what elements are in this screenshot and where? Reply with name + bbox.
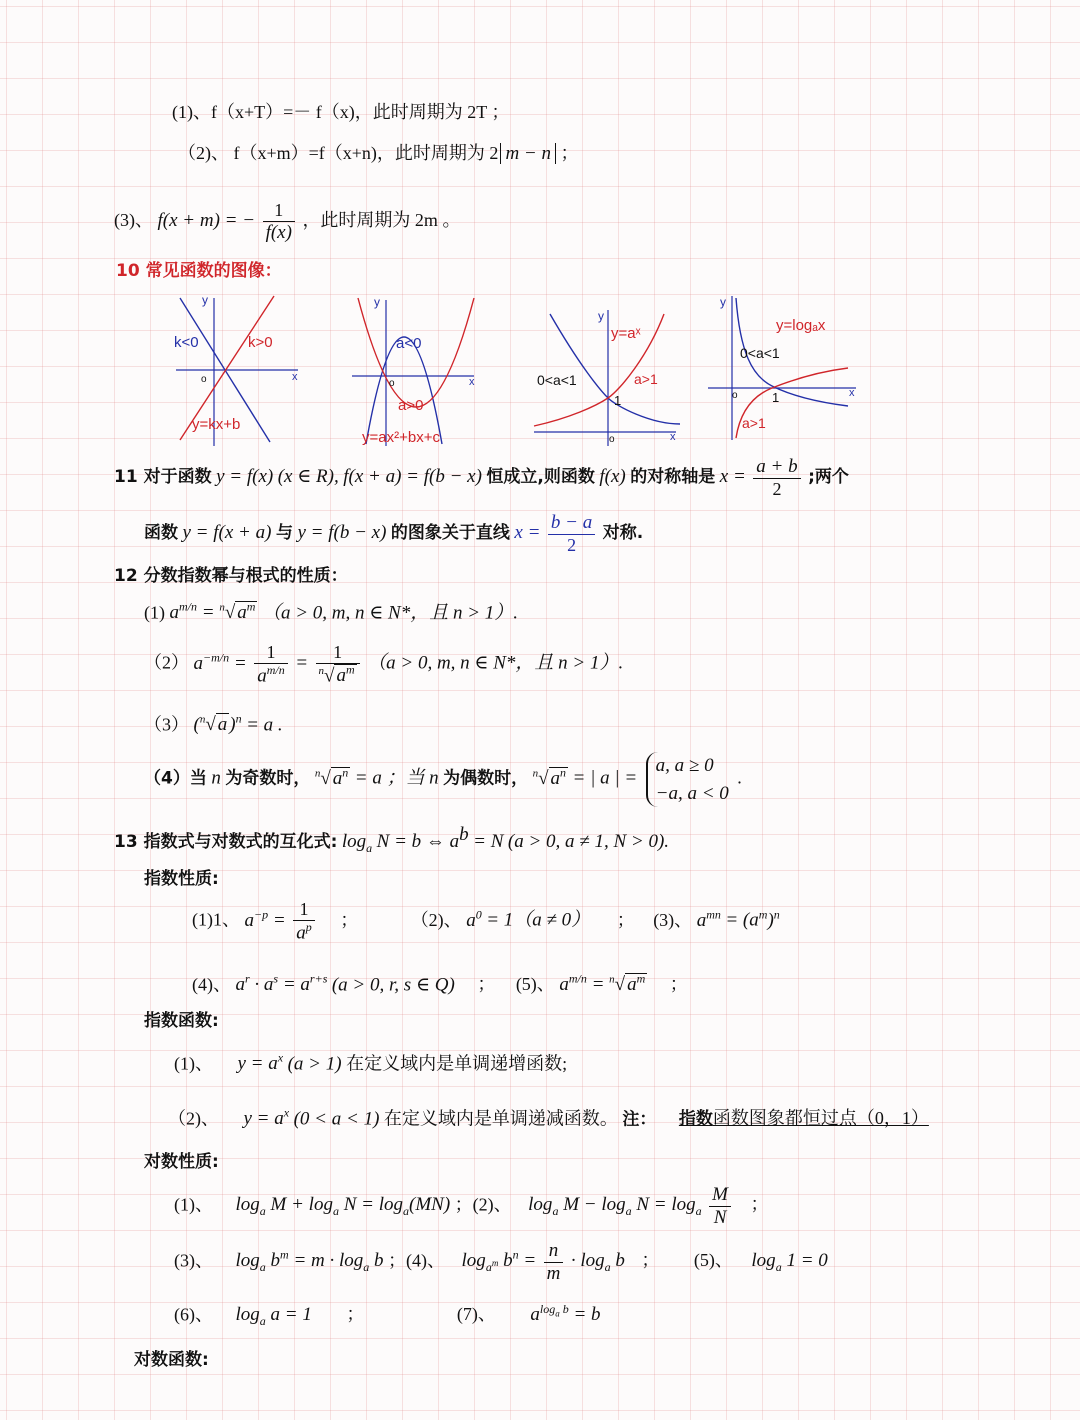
section-11-text-6: 的图象关于直线 [390, 522, 510, 543]
root-property-4-text-3: = a ；当 [354, 767, 425, 789]
graph-exponential-y-label: y [598, 309, 604, 323]
exponent-properties-row-1: (1)1、 $a^{-p}$ = $\frac{1}{a^p}$ ； （2)、 $a^0 = 1(a \ne 0)$ ； (3)、 $a^{mn} = (a^m)^n$ [192, 899, 780, 944]
log-properties-row-2: (3)、 $\log_a b^m = m \cdot \log_a b$ ；(4)、 $\log_{a^m} b^n$ = $\frac{n}{m}$ · $\log_a b$ ； (5)、 $\log_a 1 = 0$ [174, 1240, 828, 1284]
section-11-text-5: 与 [275, 522, 293, 543]
math-fbx: y = f(b − x) [297, 521, 387, 543]
period-item-2-text: （2)、 f（x+m）=f（x+n)，此时周期为 2 [178, 143, 499, 163]
section-11-heading: 11 对于函数 [114, 466, 212, 487]
exp-function-2: （2)、 $y = a^x$ (0 < a < 1) 在定义域内是单调递减函数。 注： 指数函数图象都恒过点（0，1） [168, 1106, 929, 1130]
graph-linear [170, 290, 310, 450]
exponent-properties-row-2: (4)、 $a^r \cdot a^s = a^{r+s}$ (a > 0, r, s ∈ Q) ； (5)、 $a^{m/n} = ^n√$ $a^m$ ； [192, 972, 688, 996]
exp-function-note-bold: 指数 [678, 1109, 713, 1130]
exp-prop-5-sep: ； [669, 974, 688, 995]
graph-logarithm-big-label: a>1 [742, 415, 766, 431]
exponent-properties-title: 指数性质: [144, 869, 219, 889]
root-property-3: （3） ($^n$√ a )$^n$ = a . [144, 712, 283, 736]
root-property-4-abs: = | a | = [572, 767, 638, 789]
axis-fraction [753, 456, 800, 500]
period-item-2 [178, 143, 578, 166]
log-prop-1-label: (1)、 [174, 1194, 213, 1215]
root-property-3-result: = a . [246, 714, 283, 736]
log-prop-3-label: (3)、 [174, 1250, 213, 1271]
log-prop-7-label: (7)、 [456, 1304, 496, 1325]
exp-function-2-label: （2)、 [168, 1108, 219, 1129]
log-prop-4-label: ；(4)、 [388, 1250, 446, 1271]
exp-function-1-text: 在定义域内是单调递增函数; [346, 1053, 568, 1074]
section-13-line-1: 13 指数式与对数式的互化式: $\log_a N = b$ ⇔ $a^b = N$ (a > 0, a ≠ 1, N > 0). [114, 824, 670, 855]
math-domain: (x ∈ R), [277, 465, 339, 487]
math-fxa: y = f(x + a) [182, 521, 272, 543]
root-property-1: (1) $a^{m/n} = ^n√$ $a^m$ （a > 0, m, n ∈ N*，且 n > 1）. [144, 600, 519, 624]
case-1: a, a ≥ 0 [655, 755, 714, 776]
exp-function-2-text: 在定义域内是单调递减函数。 [383, 1108, 618, 1129]
graph-exponential-big-label: a>1 [634, 371, 658, 387]
log-prop-6-sep: ； [346, 1304, 365, 1325]
log-prop-6-label: (6)、 [174, 1304, 213, 1325]
log-prop-2-fraction: $\frac{M}{N}$ [709, 1184, 731, 1229]
fraction-denominator: 2 [772, 478, 782, 499]
exp-prop-3-formula: = (a [725, 909, 759, 931]
graph-quadratic-upward [358, 298, 474, 407]
exp-prop-1-fraction: $\frac{1}{a^p}$ [293, 899, 315, 944]
exp-prop-5-label: (5)、 [515, 974, 555, 995]
exp-prop-2-formula: = 1（a ≠ 0） [486, 909, 591, 931]
exp-prop-2-label: （2)、 [410, 909, 462, 930]
graph-logarithm-x-label: x [849, 387, 855, 399]
graph-logarithm [706, 292, 862, 442]
log-prop-2-end: ； [750, 1194, 769, 1215]
log-prop-4-sep: ； [641, 1250, 660, 1271]
exp-function-note-text: 函数图象都恒过点（0，1） [712, 1108, 929, 1129]
graph-quadratic-aneg-label: a<0 [396, 335, 422, 352]
exp-function-1: (1)、 $y = a^x$ (a > 1) 在定义域内是单调递增函数; [174, 1051, 568, 1075]
section-12-title: 12 分数指数幂与根式的性质： [114, 566, 348, 586]
log-exp-condition: (a > 0, a ≠ 1, N > 0). [507, 831, 670, 852]
root-property-4: （4）当 n 为奇数时， $^n$√ $a^n = a$ ；当 n 为偶数时， $^n$√ $a^n$ = | a | = a, a ≥ 0 −a, a < 0 . [144, 752, 742, 807]
section-11-line-2 [144, 512, 643, 556]
graph-linear-kneg-label: k<0 [174, 334, 199, 351]
period-item-3-lhs: f(x + m) = − [157, 209, 256, 231]
section-13-title: 13 指数式与对数式的互化式: [114, 832, 338, 852]
period-item-2-end: ； [560, 143, 579, 163]
root-property-4-text-2: 为奇数时， [225, 768, 311, 789]
graph-linear-origin: o [201, 374, 207, 385]
exponential-function-title: 指数函数: [144, 1011, 219, 1031]
exp-function-note-label: 注： [622, 1109, 657, 1130]
exp-function-2-condition: (0 < a < 1) [293, 1108, 380, 1130]
exp-prop-1-label: (1)1、 [192, 909, 240, 930]
graph-quadratic-equation: y=ax²+bx+c [362, 429, 440, 446]
graph-quadratic [348, 290, 488, 450]
exp-function-1-label: (1)、 [174, 1053, 213, 1074]
log-exp-equals-n: = N [473, 831, 504, 852]
period-item-3 [114, 200, 460, 244]
graph-logarithm-small-label: 0<a<1 [740, 345, 780, 361]
graph-exponential-equation: y=aˣ [611, 325, 641, 342]
graph-quadratic-x-label: x [469, 376, 475, 388]
root-property-2-condition: （a > 0, m, n ∈ N*，且 n > 1）. [367, 652, 624, 674]
math-fx-2: f(x) [599, 465, 626, 487]
root-property-3-label: （3） [144, 714, 189, 735]
log-prop-4-fraction: $\frac{n}{m}$ [544, 1240, 564, 1285]
period-abs-value: m − n [500, 143, 556, 164]
graph-quadratic-apos-label: a>0 [398, 397, 424, 414]
root-property-2-frac-1: $\frac{1}{a^{m/n}}$ [254, 642, 288, 687]
fraction-denominator: 2 [567, 534, 577, 555]
exp-prop-4-label: (4)、 [192, 974, 231, 995]
case-2: −a, a < 0 [655, 782, 729, 804]
math-x-equals: x = [719, 465, 746, 487]
graph-quadratic-downward [366, 337, 442, 444]
exp-prop-1-sep: ； [340, 909, 359, 930]
graph-logarithm-one-label: 1 [772, 390, 780, 405]
exp-function-note [679, 1108, 929, 1128]
log-properties-row-1: (1)、 $\log_a M + \log_a N = \log_a(MN)$ ；(2)、 $\log_a M - \log_a N = \log_a$ $\frac{M}{N}$ ； [174, 1184, 769, 1228]
graph-linear-kpos-label: k>0 [248, 334, 273, 351]
math-n-2: n [429, 767, 439, 789]
math-n: n [211, 767, 221, 789]
graph-exponential-origin: o [609, 434, 615, 445]
period-item-3-label: (3)、 [114, 209, 153, 230]
fraction-numerator: 1 [263, 200, 295, 222]
section-11-line-1 [114, 456, 849, 500]
graph-exponential-one-label: 1 [614, 393, 622, 408]
graph-logarithm-y-label: y [720, 295, 726, 309]
graph-exponential-x-label: x [670, 431, 676, 443]
graph-quadratic-y-label: y [374, 295, 380, 309]
period-item-3-text: ，此时周期为 2m 。 [302, 209, 461, 230]
math-x-equals-blue: x = [514, 521, 541, 543]
fraction-numerator: b − a [548, 512, 595, 535]
graph-logarithm-origin: o [732, 390, 738, 401]
root-property-1-label: (1) [144, 602, 165, 623]
root-property-2-frac-2: $\frac{1}{^n√ a^m}$ [316, 642, 360, 687]
log-function-title: 对数函数: [134, 1350, 209, 1370]
section-11-text-2: 的对称轴是 [630, 466, 716, 487]
section-11-text-7: 对称. [602, 522, 644, 543]
graph-logarithm-equation: y=logₐx [776, 317, 826, 334]
fraction-numerator: a + b [753, 456, 800, 479]
graph-exponential [530, 306, 680, 448]
section-10-title: 10 常见函数的图像： [116, 261, 282, 281]
section-11-text-4: 函数 [144, 522, 178, 543]
piecewise-cases [646, 752, 729, 807]
symmetry-fraction [548, 512, 595, 556]
graph-quadratic-origin: o [389, 378, 395, 389]
graph-linear-x-label: x [292, 371, 298, 383]
math-condition: f(x + a) = f(b − x) [343, 465, 482, 487]
section-11-text-1: 恒成立,则函数 [486, 466, 595, 487]
fraction-denominator: f(x) [265, 221, 292, 243]
exp-prop-2-sep: ； [616, 909, 635, 930]
period-item-1: (1)、f（x+T）=－ f（x)，此时周期为 2T ； [172, 102, 510, 122]
graph-linear-y-label: y [202, 293, 208, 307]
exp-prop-4-condition: (a > 0, r, s ∈ Q) [331, 974, 455, 996]
exp-function-1-condition: (a > 1) [287, 1053, 342, 1075]
graph-linear-equation: y=kx+b [192, 416, 241, 433]
exp-prop-3-label: (3)、 [653, 909, 693, 930]
section-11-text-3: ;两个 [808, 466, 849, 487]
math-fx: y = f(x) [216, 465, 274, 487]
graph-exponential-growth [534, 314, 664, 426]
log-properties-row-3: (6)、 $\log_a a = 1$ ； (7)、 $a^{log_a b} = b$ [174, 1302, 601, 1329]
root-property-4-end: . [737, 767, 742, 788]
log-prop-5-label: (5)、 [693, 1250, 733, 1271]
root-property-1-condition: （a > 0, m, n ∈ N*，且 n > 1）. [261, 602, 519, 624]
root-property-4-text-1: （4）当 [144, 768, 207, 789]
log-prop-2-label: ；(2)、 [454, 1194, 512, 1215]
graph-exponential-small-label: 0<a<1 [537, 372, 577, 388]
log-properties-title: 对数性质: [144, 1152, 219, 1172]
root-property-2-label: （2） [144, 652, 189, 673]
period-item-3-fraction [263, 200, 295, 244]
root-property-2: （2） $a^{-m/n}$ = $\frac{1}{a^{m/n}}$ = $\frac{1}{^n√ a^m}$ （a > 0, m, n ∈ N*，且 n > 1）. [144, 642, 624, 687]
exp-prop-4-sep: ； [477, 974, 496, 995]
log-exp-equivalence: N = b ⇔ a [376, 831, 460, 852]
root-property-4-text-4: 为偶数时， [443, 768, 529, 789]
